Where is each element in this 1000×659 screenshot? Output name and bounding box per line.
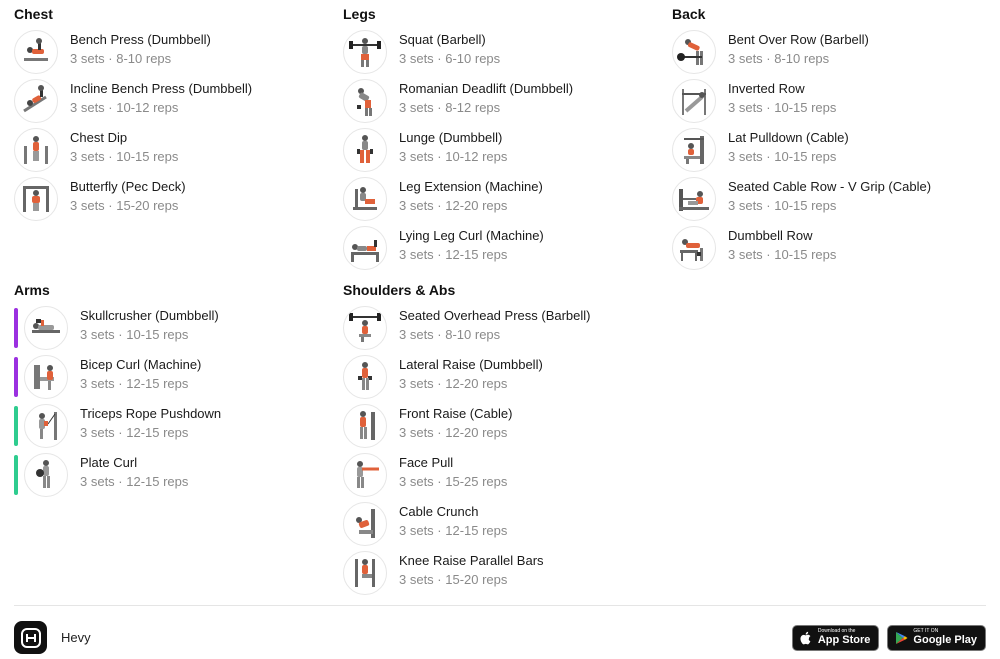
exercise-name: Chest Dip bbox=[70, 130, 128, 145]
exercise-thumbnail bbox=[14, 177, 58, 221]
exercise-sets-reps: 3 sets · 12-15 reps bbox=[80, 474, 189, 489]
hevy-logo-icon[interactable] bbox=[14, 621, 47, 654]
exercise-thumbnail bbox=[343, 453, 387, 497]
exercise-item[interactable] bbox=[14, 453, 324, 502]
exercise-item[interactable] bbox=[343, 404, 653, 453]
exercise-item[interactable] bbox=[343, 355, 653, 404]
exercise-name: Leg Extension (Machine) bbox=[399, 179, 543, 194]
exercise-sets-reps: 3 sets · 15-25 reps bbox=[399, 474, 508, 489]
exercise-item[interactable] bbox=[343, 79, 653, 128]
exercise-name: Lying Leg Curl (Machine) bbox=[399, 228, 544, 243]
section-title: Back bbox=[672, 6, 706, 22]
exercise-sets-reps: 3 sets · 12-15 reps bbox=[399, 247, 508, 262]
section-back bbox=[672, 0, 986, 275]
exercise-sets-reps: 3 sets · 15-20 reps bbox=[70, 198, 179, 213]
exercise-item[interactable] bbox=[343, 128, 653, 177]
section-title: Legs bbox=[343, 6, 376, 22]
exercise-sets-reps: 3 sets · 10-15 reps bbox=[728, 247, 837, 262]
exercise-name: Face Pull bbox=[399, 455, 454, 470]
exercise-thumbnail bbox=[672, 79, 716, 123]
section-arms bbox=[14, 276, 324, 502]
superset-indicator bbox=[14, 406, 18, 446]
superset-indicator bbox=[14, 308, 18, 348]
exercise-thumbnail bbox=[24, 306, 68, 350]
exercise-thumbnail bbox=[343, 404, 387, 448]
exercise-thumbnail bbox=[343, 502, 387, 546]
apple-icon bbox=[799, 630, 813, 646]
exercise-item[interactable] bbox=[14, 79, 324, 128]
exercise-item[interactable] bbox=[14, 177, 324, 226]
superset-indicator bbox=[14, 455, 18, 495]
exercise-thumbnail bbox=[14, 79, 58, 123]
exercise-thumbnail bbox=[24, 453, 68, 497]
exercise-name: Seated Cable Row - V Grip (Cable) bbox=[728, 179, 932, 194]
exercise-thumbnail bbox=[672, 30, 716, 74]
section-legs bbox=[343, 0, 653, 275]
exercise-name: Seated Overhead Press (Barbell) bbox=[399, 308, 591, 323]
exercise-thumbnail bbox=[672, 177, 716, 221]
section-chest bbox=[14, 0, 324, 226]
exercise-item[interactable] bbox=[672, 79, 986, 128]
exercise-item[interactable] bbox=[343, 177, 653, 226]
exercise-thumbnail bbox=[343, 551, 387, 595]
exercise-name: Knee Raise Parallel Bars bbox=[399, 553, 544, 568]
exercise-sets-reps: 3 sets · 15-20 reps bbox=[399, 572, 508, 587]
exercise-thumbnail bbox=[343, 306, 387, 350]
google-play-button[interactable] bbox=[887, 625, 986, 651]
exercise-sets-reps: 3 sets · 12-15 reps bbox=[80, 376, 189, 391]
exercise-name: Lat Pulldown (Cable) bbox=[728, 130, 849, 145]
section-shoulders-abs bbox=[343, 276, 653, 600]
exercise-thumbnail bbox=[343, 128, 387, 172]
exercise-item[interactable] bbox=[14, 306, 324, 355]
exercise-name: Dumbbell Row bbox=[728, 228, 813, 243]
exercise-name: Front Raise (Cable) bbox=[399, 406, 513, 421]
app-store-small-label: Download on the bbox=[817, 628, 856, 634]
play-icon bbox=[894, 630, 908, 646]
footer bbox=[14, 621, 986, 654]
exercise-thumbnail bbox=[672, 226, 716, 270]
exercise-thumbnail bbox=[343, 355, 387, 399]
exercise-name: Lateral Raise (Dumbbell) bbox=[399, 357, 543, 372]
exercise-name: Squat (Barbell) bbox=[399, 32, 486, 47]
exercise-thumbnail bbox=[343, 226, 387, 270]
section-title: Shoulders & Abs bbox=[343, 282, 456, 298]
exercise-name: Inverted Row bbox=[728, 81, 805, 96]
exercise-name: Bent Over Row (Barbell) bbox=[728, 32, 869, 47]
exercise-sets-reps: 3 sets · 10-15 reps bbox=[80, 327, 189, 342]
exercise-name: Triceps Rope Pushdown bbox=[80, 406, 222, 421]
exercise-name: Plate Curl bbox=[80, 455, 138, 470]
exercise-thumbnail bbox=[24, 404, 68, 448]
exercise-item[interactable] bbox=[672, 30, 986, 79]
exercise-name: Bench Press (Dumbbell) bbox=[70, 32, 211, 47]
exercise-item[interactable] bbox=[672, 128, 986, 177]
exercise-name: Skullcrusher (Dumbbell) bbox=[80, 308, 219, 323]
app-store-button[interactable] bbox=[792, 625, 880, 651]
google-play-label: Google Play bbox=[913, 634, 977, 646]
exercise-item[interactable] bbox=[343, 226, 653, 275]
google-play-small-label: GET IT ON bbox=[913, 628, 939, 634]
footer-divider bbox=[14, 605, 986, 606]
exercise-name: Lunge (Dumbbell) bbox=[399, 130, 503, 145]
exercise-item[interactable] bbox=[672, 177, 986, 226]
exercise-item[interactable] bbox=[672, 226, 986, 275]
exercise-item[interactable] bbox=[343, 453, 653, 502]
exercise-item[interactable] bbox=[14, 355, 324, 404]
section-title: Arms bbox=[14, 282, 50, 298]
exercise-sets-reps: 3 sets · 10-12 reps bbox=[70, 100, 179, 115]
exercise-item[interactable] bbox=[14, 128, 324, 177]
exercise-thumbnail bbox=[343, 79, 387, 123]
exercise-sets-reps: 3 sets · 8-12 reps bbox=[399, 100, 501, 115]
exercise-item[interactable] bbox=[14, 404, 324, 453]
exercise-item[interactable] bbox=[14, 30, 324, 79]
exercise-sets-reps: 3 sets · 12-15 reps bbox=[80, 425, 189, 440]
exercise-sets-reps: 3 sets · 10-15 reps bbox=[70, 149, 179, 164]
exercise-thumbnail bbox=[24, 355, 68, 399]
exercise-thumbnail bbox=[672, 128, 716, 172]
exercise-item[interactable] bbox=[343, 551, 653, 600]
exercise-sets-reps: 3 sets · 8-10 reps bbox=[70, 51, 172, 66]
exercise-name: Romanian Deadlift (Dumbbell) bbox=[399, 81, 574, 96]
superset-indicator bbox=[14, 357, 18, 397]
exercise-thumbnail bbox=[14, 30, 58, 74]
exercise-sets-reps: 3 sets · 8-10 reps bbox=[728, 51, 830, 66]
exercise-sets-reps: 3 sets · 10-15 reps bbox=[728, 198, 837, 213]
exercise-item[interactable] bbox=[343, 502, 653, 551]
exercise-thumbnail bbox=[343, 177, 387, 221]
exercise-sets-reps: 3 sets · 10-15 reps bbox=[728, 149, 837, 164]
exercise-thumbnail bbox=[14, 128, 58, 172]
exercise-sets-reps: 3 sets · 12-15 reps bbox=[399, 523, 508, 538]
app-store-label: App Store bbox=[817, 634, 871, 646]
exercise-name: Cable Crunch bbox=[399, 504, 479, 519]
exercise-item[interactable] bbox=[343, 306, 653, 355]
exercise-item[interactable] bbox=[343, 30, 653, 79]
exercise-name: Incline Bench Press (Dumbbell) bbox=[70, 81, 253, 96]
exercise-thumbnail bbox=[343, 30, 387, 74]
brand-name: Hevy bbox=[61, 630, 91, 645]
exercise-name: Bicep Curl (Machine) bbox=[80, 357, 202, 372]
exercise-sets-reps: 3 sets · 12-20 reps bbox=[399, 376, 508, 391]
section-title: Chest bbox=[14, 6, 53, 22]
exercise-sets-reps: 3 sets · 12-20 reps bbox=[399, 198, 508, 213]
exercise-sets-reps: 3 sets · 8-10 reps bbox=[399, 327, 501, 342]
exercise-sets-reps: 3 sets · 10-15 reps bbox=[728, 100, 837, 115]
exercise-sets-reps: 3 sets · 12-20 reps bbox=[399, 425, 508, 440]
exercise-sets-reps: 3 sets · 6-10 reps bbox=[399, 51, 501, 66]
exercise-name: Butterfly (Pec Deck) bbox=[70, 179, 186, 194]
exercise-sets-reps: 3 sets · 10-12 reps bbox=[399, 149, 508, 164]
